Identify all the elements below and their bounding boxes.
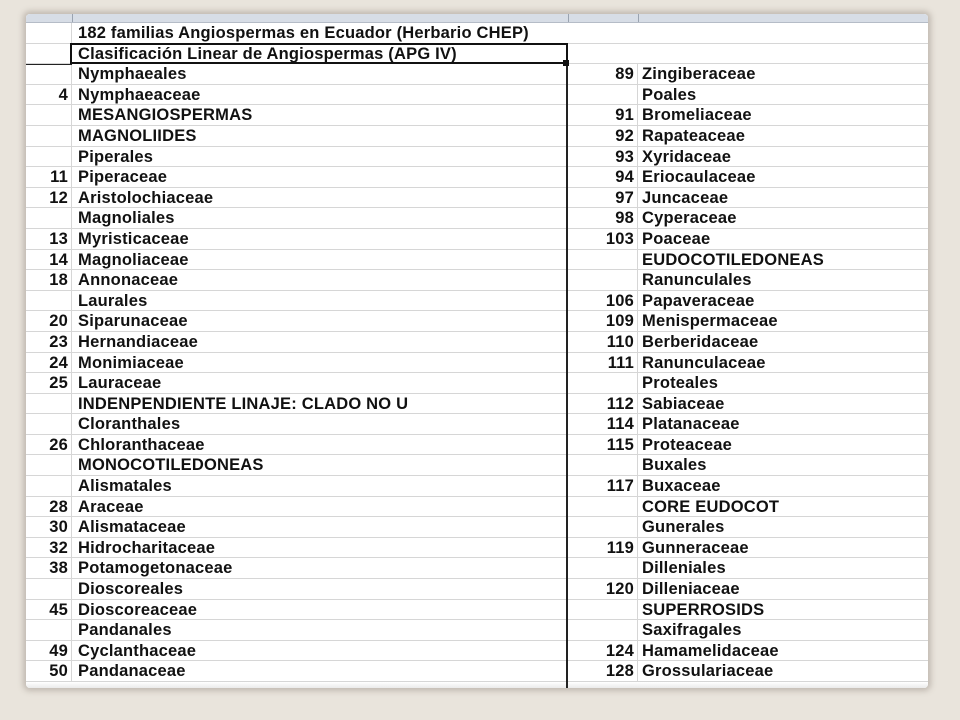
right-name-cell[interactable]: SUPERROSIDS xyxy=(642,600,765,619)
table-row xyxy=(26,291,928,312)
table-row xyxy=(26,373,928,394)
table-row xyxy=(26,538,928,559)
right-name-cell[interactable]: Rapateaceae xyxy=(642,126,746,145)
right-number-cell[interactable]: 112 xyxy=(568,394,638,414)
left-name-cell[interactable]: Alismatales xyxy=(72,476,568,496)
table-row xyxy=(26,476,928,497)
right-name-cell[interactable]: Dilleniaceae xyxy=(642,580,740,599)
table-row xyxy=(26,229,928,250)
right-number-cell[interactable] xyxy=(568,517,638,537)
left-number-cell[interactable]: 28 xyxy=(26,497,72,517)
right-name-cell[interactable]: Poales xyxy=(642,85,697,104)
left-name-cell[interactable]: Piperales xyxy=(72,147,568,167)
left-number-cell[interactable] xyxy=(26,579,72,599)
left-name-cell[interactable]: Araceae xyxy=(72,497,568,517)
left-number-cell[interactable]: 49 xyxy=(26,641,72,661)
left-name-cell[interactable]: Magnoliales xyxy=(72,208,568,228)
left-name-cell[interactable]: MONOCOTILEDONEAS xyxy=(72,455,568,475)
right-number-cell[interactable] xyxy=(568,373,638,393)
left-number-cell[interactable]: 32 xyxy=(26,538,72,558)
right-name-cell[interactable]: Buxales xyxy=(642,456,707,475)
right-number-cell[interactable]: 89 xyxy=(568,64,638,84)
table-row xyxy=(26,332,928,353)
right-number-cell[interactable]: 106 xyxy=(568,291,638,311)
left-name-cell[interactable]: Cyclanthaceae xyxy=(72,641,568,661)
left-number-cell[interactable] xyxy=(26,147,72,167)
right-name-cell[interactable]: Xyridaceae xyxy=(642,147,732,166)
table-row xyxy=(26,661,928,682)
cell-a-subtitle[interactable] xyxy=(26,44,72,64)
right-name-cell[interactable]: Ranunculaceae xyxy=(642,353,766,372)
left-number-cell[interactable]: 20 xyxy=(26,311,72,331)
right-name-cell[interactable]: EUDOCOTILEDONEAS xyxy=(642,250,824,269)
left-name-cell[interactable]: Chloranthaceae xyxy=(72,435,568,455)
table-row xyxy=(26,517,928,538)
right-name-cell[interactable]: Sabiaceae xyxy=(642,394,725,413)
left-number-cell[interactable]: 23 xyxy=(26,332,72,352)
left-name-cell[interactable]: Myristicaceae xyxy=(72,229,568,249)
right-number-cell[interactable]: 114 xyxy=(568,414,638,434)
table-row xyxy=(26,641,928,662)
left-number-cell[interactable]: 45 xyxy=(26,600,72,620)
right-name-cell[interactable]: Platanaceae xyxy=(642,415,740,434)
right-number-cell[interactable]: 128 xyxy=(568,661,638,681)
left-number-cell[interactable]: 4 xyxy=(26,85,72,105)
right-name-cell[interactable]: Gunerales xyxy=(642,518,725,537)
left-name-cell[interactable]: Pandanaceae xyxy=(72,661,568,681)
left-number-cell[interactable]: 25 xyxy=(26,373,72,393)
screenshot-frame xyxy=(26,14,928,688)
left-number-cell[interactable] xyxy=(26,620,72,640)
right-name-cell[interactable]: Proteales xyxy=(642,374,719,393)
left-number-cell[interactable]: 13 xyxy=(26,229,72,249)
right-number-cell[interactable]: 109 xyxy=(568,311,638,331)
left-name-cell[interactable]: Dioscoreaceae xyxy=(72,600,568,620)
left-name-cell[interactable]: Pandanales xyxy=(72,620,568,640)
left-name-cell[interactable]: Dioscoreales xyxy=(72,579,568,599)
right-name-cell[interactable]: Hamamelidaceae xyxy=(642,641,779,660)
left-name-cell[interactable]: Nymphaeaceae xyxy=(72,85,568,105)
cell-a-title[interactable] xyxy=(26,23,72,43)
right-number-cell[interactable]: 93 xyxy=(568,147,638,167)
right-name-cell[interactable]: Poaceae xyxy=(642,229,711,248)
left-name-cell[interactable]: Piperaceae xyxy=(72,167,568,187)
table-row xyxy=(26,105,928,126)
right-name-cell[interactable]: Buxaceae xyxy=(642,477,721,496)
right-name-cell[interactable]: CORE EUDOCOT xyxy=(642,497,780,516)
left-number-cell[interactable] xyxy=(26,208,72,228)
table-row xyxy=(26,435,928,456)
table-row xyxy=(26,414,928,435)
right-name-cell[interactable]: Juncaceae xyxy=(642,188,729,207)
left-number-cell[interactable]: 14 xyxy=(26,250,72,270)
table-row xyxy=(26,497,928,518)
left-name-cell[interactable]: Hernandiaceae xyxy=(72,332,568,352)
left-number-cell[interactable] xyxy=(26,394,72,414)
right-number-cell[interactable]: 103 xyxy=(568,229,638,249)
right-name-cell[interactable]: Berberidaceae xyxy=(642,332,759,351)
left-name-cell[interactable]: Nymphaeales xyxy=(72,64,568,84)
right-number-cell[interactable]: 94 xyxy=(568,167,638,187)
right-name-cell[interactable]: Eriocaulaceae xyxy=(642,168,756,187)
left-name-cell[interactable]: Alismataceae xyxy=(72,517,568,537)
right-name-cell[interactable]: Bromeliaceae xyxy=(642,106,752,125)
left-name-cell[interactable]: MAGNOLIIDES xyxy=(72,126,568,146)
table-row xyxy=(26,167,928,188)
right-number-cell[interactable]: 91 xyxy=(568,105,638,125)
left-number-cell[interactable]: 18 xyxy=(26,270,72,290)
right-number-cell[interactable] xyxy=(568,558,638,578)
left-name-cell[interactable]: MESANGIOSPERMAS xyxy=(72,105,568,125)
left-name-cell[interactable]: Cloranthales xyxy=(72,414,568,434)
table-row xyxy=(26,353,928,374)
table-row xyxy=(26,188,928,209)
right-number-cell[interactable]: 119 xyxy=(568,538,638,558)
left-name-cell[interactable]: Laurales xyxy=(72,291,568,311)
left-number-cell[interactable] xyxy=(26,105,72,125)
table-row xyxy=(26,64,928,85)
selection-left-border xyxy=(26,64,72,65)
left-number-cell[interactable] xyxy=(26,126,72,146)
right-name-cell[interactable]: Menispermaceae xyxy=(642,312,778,331)
right-number-cell[interactable] xyxy=(568,497,638,517)
right-number-cell[interactable]: 111 xyxy=(568,353,638,373)
right-number-cell[interactable]: 97 xyxy=(568,188,638,208)
left-name-cell[interactable]: Monimiaceae xyxy=(72,353,568,373)
table-row xyxy=(26,455,928,476)
right-name-cell[interactable]: Papaveraceae xyxy=(642,291,755,310)
table-row xyxy=(26,126,928,147)
left-number-cell[interactable] xyxy=(26,414,72,434)
right-name-cell[interactable]: Proteaceae xyxy=(642,435,733,454)
table-row xyxy=(26,250,928,271)
table-row xyxy=(26,208,928,229)
left-name-cell[interactable]: Aristolochiaceae xyxy=(72,188,568,208)
left-number-cell[interactable] xyxy=(26,455,72,475)
left-name-cell[interactable]: Hidrocharitaceae xyxy=(72,538,568,558)
left-number-cell[interactable] xyxy=(26,64,72,84)
right-number-cell[interactable] xyxy=(568,250,638,270)
left-name-cell[interactable]: Lauraceae xyxy=(72,373,568,393)
table-row xyxy=(26,270,928,291)
left-number-cell[interactable]: 24 xyxy=(26,353,72,373)
right-number-cell[interactable]: 110 xyxy=(568,332,638,352)
right-name-cell[interactable]: Grossulariaceae xyxy=(642,662,774,681)
left-number-cell[interactable]: 30 xyxy=(26,517,72,537)
right-number-cell[interactable] xyxy=(568,600,638,620)
column-header-strip xyxy=(26,14,928,23)
title-row xyxy=(26,23,928,44)
right-name-cell[interactable]: Saxifragales xyxy=(642,621,742,640)
left-name-cell[interactable]: Annonaceae xyxy=(72,270,568,290)
left-name-cell[interactable]: Magnoliaceae xyxy=(72,250,568,270)
table-row xyxy=(26,311,928,332)
left-name-cell[interactable]: Siparunaceae xyxy=(72,311,568,331)
right-name-cell[interactable]: Zingiberaceae xyxy=(642,65,756,84)
title-cell[interactable]: 182 familias Angiospermas en Ecuador (Herbario CHEP) xyxy=(72,23,529,43)
table-row xyxy=(26,579,928,600)
right-number-cell[interactable]: 120 xyxy=(568,579,638,599)
table-row xyxy=(26,394,928,415)
left-number-cell[interactable]: 11 xyxy=(26,167,72,187)
left-number-cell[interactable]: 26 xyxy=(26,435,72,455)
fill-handle[interactable] xyxy=(563,60,569,66)
spreadsheet-grid xyxy=(26,14,928,688)
cell-selection-box[interactable] xyxy=(70,43,568,64)
right-number-cell[interactable]: 124 xyxy=(568,641,638,661)
left-number-cell[interactable]: 50 xyxy=(26,661,72,681)
left-number-cell[interactable] xyxy=(26,291,72,311)
column-border-line xyxy=(566,62,568,688)
left-name-cell[interactable]: Potamogetonaceae xyxy=(72,558,568,578)
left-number-cell[interactable]: 12 xyxy=(26,188,72,208)
table-row xyxy=(26,558,928,579)
left-number-cell[interactable] xyxy=(26,476,72,496)
table-row xyxy=(26,147,928,168)
right-number-cell[interactable] xyxy=(568,620,638,640)
right-name-cell[interactable]: Ranunculales xyxy=(642,271,752,290)
table-row xyxy=(26,620,928,641)
left-number-cell[interactable]: 38 xyxy=(26,558,72,578)
table-row xyxy=(26,600,928,621)
right-number-cell[interactable]: 117 xyxy=(568,476,638,496)
right-number-cell[interactable] xyxy=(568,455,638,475)
right-name-cell[interactable]: Gunneraceae xyxy=(642,538,749,557)
subtitle-cell[interactable]: Clasificación Linear de Angiospermas (APG IV) xyxy=(72,44,457,64)
right-number-cell[interactable] xyxy=(568,85,638,105)
right-name-cell[interactable]: Dilleniales xyxy=(642,559,726,578)
right-number-cell[interactable] xyxy=(568,270,638,290)
right-number-cell[interactable]: 115 xyxy=(568,435,638,455)
table-row xyxy=(26,85,928,106)
sheet-rows xyxy=(26,23,928,682)
right-number-cell[interactable]: 98 xyxy=(568,208,638,228)
bottom-edge xyxy=(26,682,928,688)
right-name-cell[interactable]: Cyperaceae xyxy=(642,209,737,228)
left-name-cell[interactable]: INDENPENDIENTE LINAJE: CLADO NO U xyxy=(72,394,568,414)
right-number-cell[interactable]: 92 xyxy=(568,126,638,146)
